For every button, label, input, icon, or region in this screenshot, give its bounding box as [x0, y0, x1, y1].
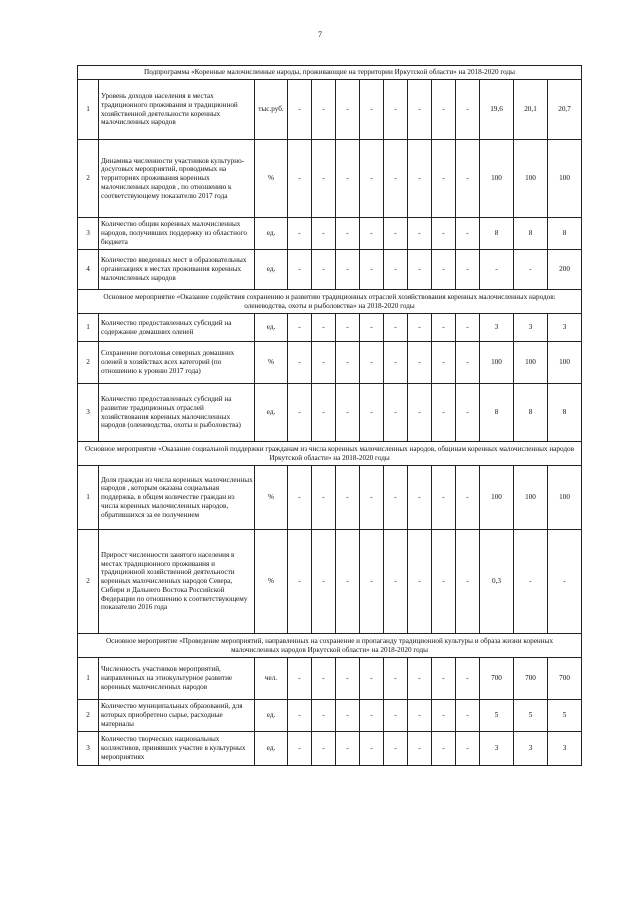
section-header: [78, 442, 582, 466]
unit-cell: ед.: [255, 384, 288, 442]
value-cell-dash: -: [336, 732, 360, 766]
value-cell-dash: -: [456, 732, 480, 766]
value-cell-dash: -: [408, 466, 432, 530]
row-number: 1: [78, 466, 99, 530]
value-cell-dash: -: [384, 466, 408, 530]
section-title: Основное мероприятие «Оказание содействия сохранению и развитию традиционных отраслей хозяйствования коренных малочисленных народов: оленеводства, охоты и рыболовства» на 2018-2020 годы: [78, 290, 582, 314]
value-cell-dash: -: [384, 314, 408, 342]
value-2018: -: [480, 250, 514, 290]
value-cell-dash: -: [312, 658, 336, 700]
value-2018: 100: [480, 342, 514, 384]
value-cell-dash: -: [360, 700, 384, 732]
value-cell-dash: -: [336, 658, 360, 700]
value-2018: 700: [480, 658, 514, 700]
value-cell-dash: -: [432, 218, 456, 250]
unit-cell: %: [255, 140, 288, 218]
value-cell-dash: -: [336, 384, 360, 442]
section-title: Подпрограмма «Коренные малочисленные народы, проживающие на территории Иркутской области» на 2018-2020 годы: [78, 66, 582, 80]
unit-cell: тыс.руб.: [255, 80, 288, 140]
section-title: Основное мероприятие «Проведение мероприятий, направленных на сохранение и пропаганду традиционной культуры и образа жизни коренных малочисленных народов Иркутской области» на 2018-2020 годы: [78, 634, 582, 658]
unit-cell: ед.: [255, 732, 288, 766]
value-cell-dash: -: [312, 466, 336, 530]
indicator-name: Прирост численности занятого населения в местах традиционного проживания и традиционной хозяйственной деятельности коренных малочисленных народов Севера, Сибири и Дальнего Востока Российской Федерации по отношению к соответствующему показателю 2016 года: [99, 530, 255, 634]
row-number: 3: [78, 384, 99, 442]
indicator-name: Количество предоставленных субсидий на развитие традиционных отраслей хозяйствования коренных малочисленных народов (оленеводства, охоты и рыболовства): [99, 384, 255, 442]
value-cell-dash: -: [384, 700, 408, 732]
value-cell-dash: -: [408, 342, 432, 384]
table-row: [78, 466, 582, 530]
value-cell-dash: -: [288, 732, 312, 766]
value-cell-dash: -: [336, 466, 360, 530]
value-cell-dash: -: [336, 530, 360, 634]
indicator-name: Сохранение поголовья северных домашних оленей в хозяйствах всех категорий (по отношению к уровню 2017 года): [99, 342, 255, 384]
value-cell-dash: -: [312, 140, 336, 218]
value-cell-dash: -: [312, 80, 336, 140]
value-2019: 20,1: [514, 80, 548, 140]
value-cell-dash: -: [360, 530, 384, 634]
section-title: Основное мероприятие «Оказание социальной поддержки гражданам из числа коренных малочисленных народов, общинам коренных малочисленных народов Иркутской области» на 2018-2020 годы: [78, 442, 582, 466]
row-number: 1: [78, 80, 99, 140]
indicator-name: Количество муниципальных образований, для которых приобретено сырье, расходные материалы: [99, 700, 255, 732]
value-cell-dash: -: [408, 658, 432, 700]
value-cell-dash: -: [360, 314, 384, 342]
value-cell-dash: -: [408, 314, 432, 342]
value-2019: 100: [514, 140, 548, 218]
value-cell-dash: -: [456, 218, 480, 250]
table-row: [78, 250, 582, 290]
value-cell-dash: -: [432, 342, 456, 384]
value-cell-dash: -: [336, 140, 360, 218]
value-cell-dash: -: [456, 250, 480, 290]
value-cell-dash: -: [336, 342, 360, 384]
value-2020: 100: [548, 140, 582, 218]
unit-cell: %: [255, 530, 288, 634]
value-cell-dash: -: [288, 250, 312, 290]
value-cell-dash: -: [312, 342, 336, 384]
value-cell-dash: -: [360, 250, 384, 290]
value-cell-dash: -: [336, 218, 360, 250]
value-cell-dash: -: [408, 384, 432, 442]
row-number: 2: [78, 342, 99, 384]
value-2018: 8: [480, 384, 514, 442]
value-cell-dash: -: [312, 384, 336, 442]
value-cell-dash: -: [360, 342, 384, 384]
unit-cell: ед.: [255, 250, 288, 290]
indicator-name: Количество творческих национальных коллективов, принявших участие в культурных мероприятиях: [99, 732, 255, 766]
value-cell-dash: -: [408, 140, 432, 218]
value-cell-dash: -: [288, 466, 312, 530]
value-2019: -: [514, 250, 548, 290]
value-cell-dash: -: [288, 80, 312, 140]
value-cell-dash: -: [456, 384, 480, 442]
value-2020: 8: [548, 384, 582, 442]
indicator-name: Количество общин коренных малочисленных народов, получивших поддержку из областного бюджета: [99, 218, 255, 250]
value-cell-dash: -: [456, 530, 480, 634]
value-cell-dash: -: [384, 140, 408, 218]
value-2020: 3: [548, 732, 582, 766]
table-row: [78, 530, 582, 634]
value-cell-dash: -: [408, 732, 432, 766]
value-2020: 200: [548, 250, 582, 290]
value-cell-dash: -: [384, 384, 408, 442]
value-2018: 5: [480, 700, 514, 732]
value-2018: 100: [480, 466, 514, 530]
value-2018: 3: [480, 732, 514, 766]
value-cell-dash: -: [288, 140, 312, 218]
value-cell-dash: -: [336, 80, 360, 140]
value-cell-dash: -: [456, 140, 480, 218]
section-header: [78, 634, 582, 658]
value-cell-dash: -: [432, 530, 456, 634]
value-2018: 100: [480, 140, 514, 218]
value-2019: 3: [514, 314, 548, 342]
value-cell-dash: -: [288, 218, 312, 250]
value-cell-dash: -: [456, 658, 480, 700]
table-row: [78, 218, 582, 250]
value-cell-dash: -: [360, 218, 384, 250]
value-cell-dash: -: [456, 80, 480, 140]
value-2019: 3: [514, 732, 548, 766]
row-number: 1: [78, 314, 99, 342]
row-number: 3: [78, 218, 99, 250]
value-cell-dash: -: [288, 658, 312, 700]
table-row: [78, 140, 582, 218]
value-2019: 8: [514, 218, 548, 250]
value-cell-dash: -: [384, 218, 408, 250]
value-cell-dash: -: [456, 342, 480, 384]
value-cell-dash: -: [408, 218, 432, 250]
value-2018: 8: [480, 218, 514, 250]
value-cell-dash: -: [336, 250, 360, 290]
value-2020: 20,7: [548, 80, 582, 140]
value-cell-dash: -: [312, 250, 336, 290]
value-cell-dash: -: [408, 700, 432, 732]
value-cell-dash: -: [384, 530, 408, 634]
value-cell-dash: -: [408, 530, 432, 634]
value-cell-dash: -: [384, 250, 408, 290]
value-cell-dash: -: [312, 700, 336, 732]
value-cell-dash: -: [432, 466, 456, 530]
value-cell-dash: -: [360, 658, 384, 700]
value-cell-dash: -: [456, 314, 480, 342]
value-cell-dash: -: [432, 80, 456, 140]
table-row: [78, 80, 582, 140]
value-cell-dash: -: [360, 80, 384, 140]
table-row: [78, 732, 582, 766]
table-row: [78, 384, 582, 442]
value-cell-dash: -: [432, 314, 456, 342]
value-cell-dash: -: [336, 314, 360, 342]
value-cell-dash: -: [288, 700, 312, 732]
unit-cell: чел.: [255, 658, 288, 700]
value-cell-dash: -: [360, 140, 384, 218]
table-row: [78, 342, 582, 384]
page-number: 7: [318, 30, 322, 39]
row-number: 2: [78, 140, 99, 218]
value-cell-dash: -: [336, 700, 360, 732]
value-cell-dash: -: [312, 732, 336, 766]
value-cell-dash: -: [288, 530, 312, 634]
row-number: 3: [78, 732, 99, 766]
table-row: [78, 700, 582, 732]
value-2018: 19,6: [480, 80, 514, 140]
unit-cell: %: [255, 466, 288, 530]
section-header: [78, 290, 582, 314]
value-cell-dash: -: [408, 250, 432, 290]
value-2018: 0,3: [480, 530, 514, 634]
unit-cell: ед.: [255, 218, 288, 250]
value-cell-dash: -: [432, 700, 456, 732]
value-cell-dash: -: [432, 384, 456, 442]
value-cell-dash: -: [288, 342, 312, 384]
row-number: 4: [78, 250, 99, 290]
value-2020: 3: [548, 314, 582, 342]
value-cell-dash: -: [432, 250, 456, 290]
value-cell-dash: -: [432, 658, 456, 700]
value-2020: 700: [548, 658, 582, 700]
indicators-table: [77, 65, 582, 766]
value-cell-dash: -: [432, 140, 456, 218]
value-cell-dash: -: [360, 466, 384, 530]
unit-cell: ед.: [255, 700, 288, 732]
value-2018: 3: [480, 314, 514, 342]
value-cell-dash: -: [312, 314, 336, 342]
value-cell-dash: -: [360, 732, 384, 766]
section-header: [78, 66, 582, 80]
value-2019: 100: [514, 466, 548, 530]
indicator-name: Численность участников мероприятий, направленных на этнокультурное развитие коренных малочисленных народов: [99, 658, 255, 700]
value-cell-dash: -: [384, 658, 408, 700]
value-cell-dash: -: [288, 314, 312, 342]
value-2020: 8: [548, 218, 582, 250]
value-2020: 100: [548, 466, 582, 530]
table-row: [78, 658, 582, 700]
value-cell-dash: -: [432, 732, 456, 766]
indicator-name: Уровень доходов населения в местах традиционного проживания и традиционной хозяйственной деятельности коренных малочисленных народов: [99, 80, 255, 140]
row-number: 2: [78, 530, 99, 634]
indicator-name: Количество предоставленных субсидий на содержание домашних оленей: [99, 314, 255, 342]
value-cell-dash: -: [456, 700, 480, 732]
value-cell-dash: -: [384, 80, 408, 140]
row-number: 1: [78, 658, 99, 700]
value-2019: 100: [514, 342, 548, 384]
unit-cell: ед.: [255, 314, 288, 342]
value-2019: 5: [514, 700, 548, 732]
table-row: [78, 314, 582, 342]
value-2019: 8: [514, 384, 548, 442]
value-2020: 5: [548, 700, 582, 732]
value-cell-dash: -: [288, 384, 312, 442]
indicator-name: Доля граждан из числа коренных малочисленных народов , которым оказана социальная поддержка, в общем количестве граждан из числа коренных малочисленных народов, обратившихся за ее получением: [99, 466, 255, 530]
value-cell-dash: -: [384, 342, 408, 384]
table-body: [78, 66, 582, 766]
value-2019: 700: [514, 658, 548, 700]
value-cell-dash: -: [408, 80, 432, 140]
row-number: 2: [78, 700, 99, 732]
value-2020: 100: [548, 342, 582, 384]
value-cell-dash: -: [312, 218, 336, 250]
value-cell-dash: -: [360, 384, 384, 442]
indicator-name: Динамика численности участников культурно-досуговых мероприятий, проводимых на территориях проживания коренных малочисленных народов , по отношению к соответствующему показателю 2017 года: [99, 140, 255, 218]
value-cell-dash: -: [312, 530, 336, 634]
value-2020: -: [548, 530, 582, 634]
unit-cell: %: [255, 342, 288, 384]
value-cell-dash: -: [456, 466, 480, 530]
indicator-name: Количество введенных мест в образовательных организациях в местах проживания коренных малочисленных народов: [99, 250, 255, 290]
value-cell-dash: -: [384, 732, 408, 766]
value-2019: -: [514, 530, 548, 634]
